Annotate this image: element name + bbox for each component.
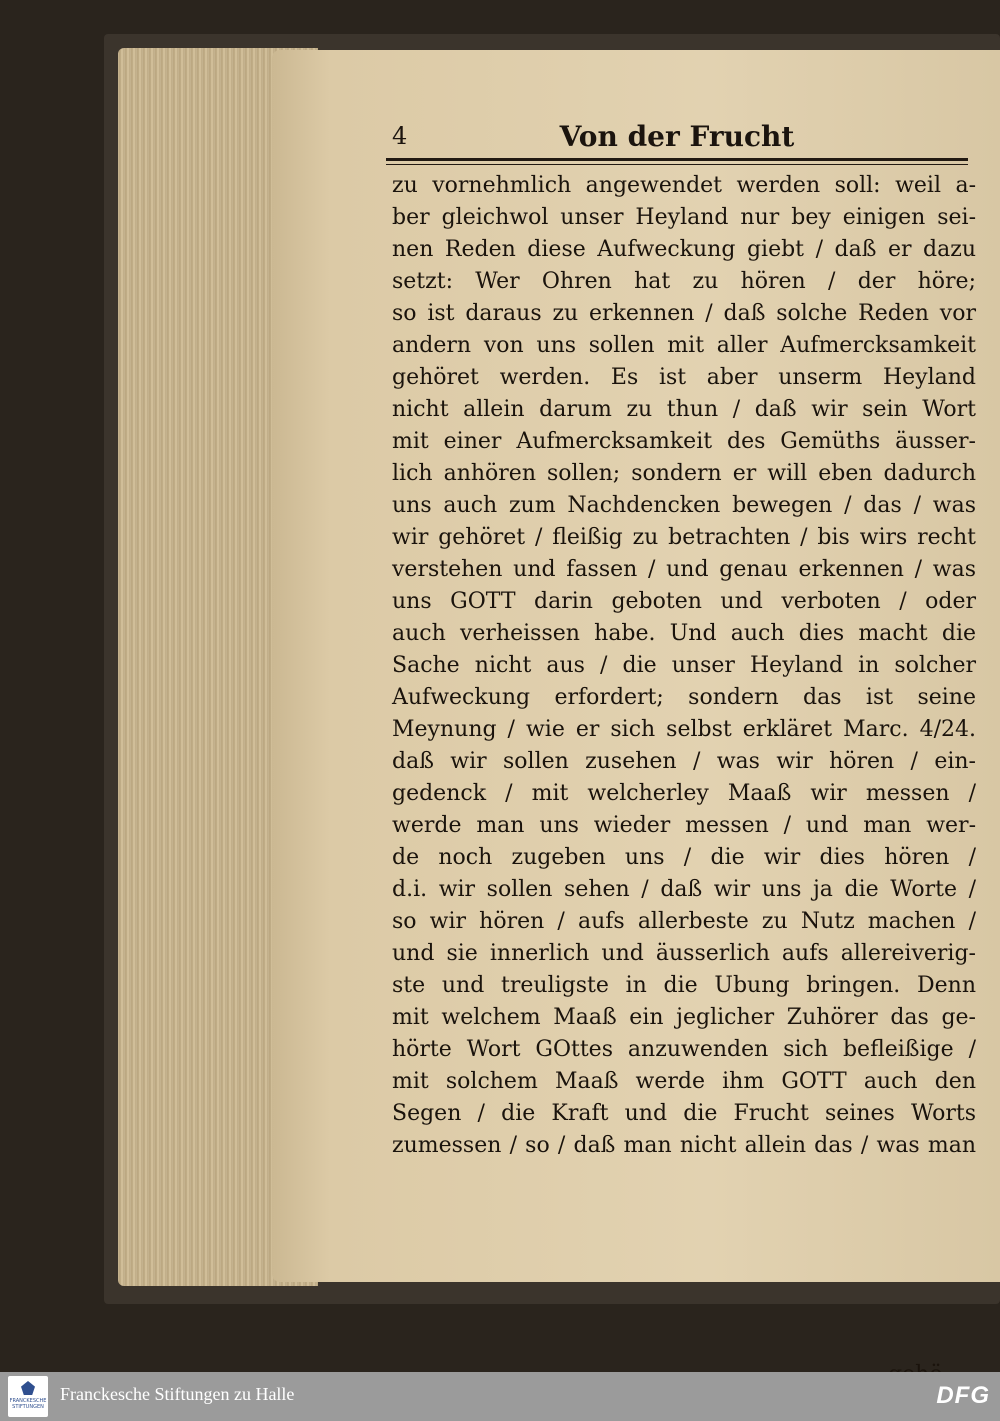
running-head: Von der Frucht [559,120,795,153]
text-line: lich anhören sollen; sondern er will eben dadurch [392,461,976,486]
body-text [392,170,976,1230]
crest-icon [21,1381,35,1395]
page-number: 4 [392,122,408,150]
institution-logo[interactable] [8,1376,48,1417]
text-line: gedenck / mit welcherley Maaß wir messen / [392,781,976,806]
institution-name[interactable]: Franckesche Stiftungen zu Halle [60,1384,295,1404]
text-line: nen Reden diese Aufweckung giebt / daß er dazu [392,237,976,262]
header-rule [386,158,968,161]
text-line: wir gehöret / fleißig zu betrachten / bis wirs recht [392,525,976,550]
text-line: mit welchem Maaß ein jeglicher Zuhörer das ge- [392,1005,976,1030]
text-line: zu vornehmlich angewendet werden soll: weil a- [392,173,976,198]
text-line: daß wir sollen zusehen / was wir hören / ein- [392,749,976,774]
text-line: gehöret werden. Es ist aber unserm Heyland [392,365,976,390]
text-line: ber gleichwol unser Heyland nur bey einigen sei- [392,205,976,230]
logo-text: FRANCKESCHE STIFTUNGEN [9,1398,47,1410]
text-line: de noch zugeben uns / die wir dies hören / [392,845,976,870]
text-line: ste und treuligste in die Ubung bringen. Denn [392,973,976,998]
header-rule-thin [386,164,968,165]
dfg-logo[interactable]: DFG [936,1382,990,1409]
text-line: uns auch zum Nachdencken bewegen / das / was [392,493,976,518]
text-line: Aufweckung erfordert; sondern das ist seine [392,685,976,710]
text-line: mit einer Aufmercksamkeit des Gemüths äusser- [392,429,976,454]
text-line: so ist daraus zu erkennen / daß solche Reden vor [392,301,976,326]
text-line: zumessen / so / daß man nicht allein das / was man [392,1133,976,1158]
text-line: Meynung / wie er sich selbst erkläret Marc. 4/24. [392,717,976,742]
page-header [386,118,968,158]
text-line: so wir hören / aufs allerbeste zu Nutz machen / [392,909,976,934]
text-line: werde man uns wieder messen / und man wer- [392,813,976,838]
text-line: d.i. wir sollen sehen / daß wir uns ja die Worte / [392,877,976,902]
text-line: Segen / die Kraft und die Frucht seines Worts [392,1101,976,1126]
text-line: setzt: Wer Ohren hat zu hören / der höre; [392,269,976,294]
text-line: mit solchem Maaß werde ihm GOTT auch den [392,1069,976,1094]
text-line: nicht allein darum zu thun / daß wir sein Wort [392,397,976,422]
viewer-footer [0,1372,1000,1421]
text-line: auch verheissen habe. Und auch dies macht die [392,621,976,646]
text-line: und sie innerlich und äusserlich aufs allereiverig- [392,941,976,966]
text-line: andern von uns sollen mit aller Aufmercksamkeit [392,333,976,358]
text-line: verstehen und fassen / und genau erkennen / was [392,557,976,582]
text-line: uns GOTT darin geboten und verboten / oder [392,589,976,614]
text-line: hörte Wort GOttes anzuwenden sich befleißige / [392,1037,976,1062]
text-line: Sache nicht aus / die unser Heyland in solcher [392,653,976,678]
